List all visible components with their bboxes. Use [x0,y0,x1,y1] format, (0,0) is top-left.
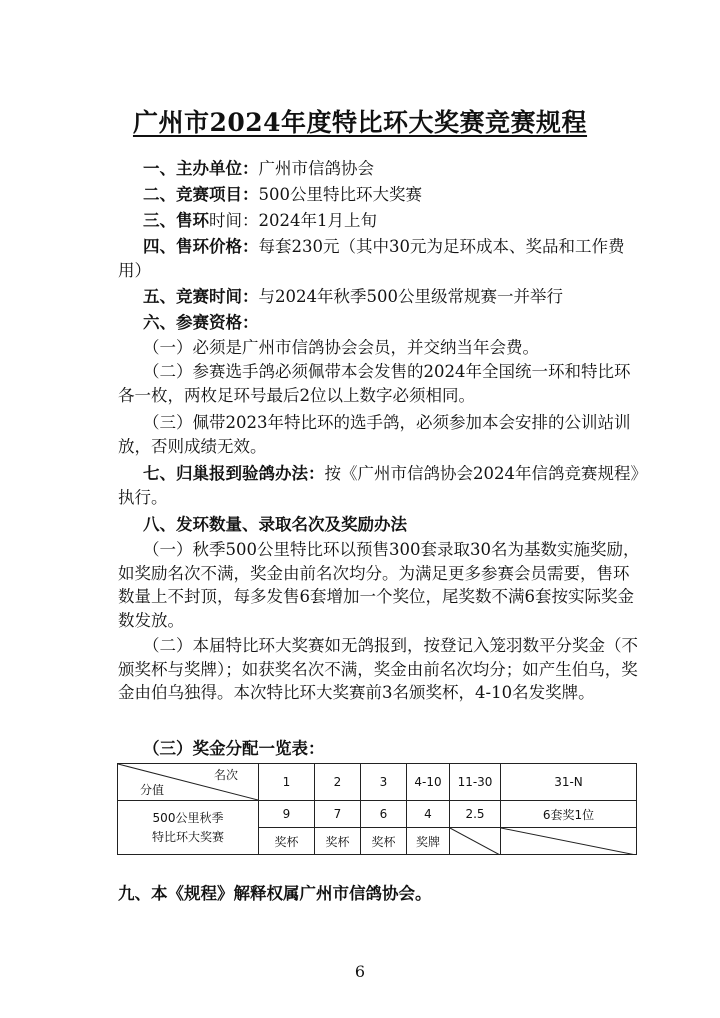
title-text: 广州市2024年度特比环大奖赛竞赛规程 [132,108,588,137]
item-8-heading: 八、发环数量、录取名次及奖励办法 [143,515,407,534]
item-6-sub-3 [118,411,643,458]
table-corner-cell [118,764,259,801]
item-5-heading: 五、竞赛时间： [143,287,259,306]
table-award-cell: 奖牌 [407,828,450,855]
table-header-cell: 31-N [501,764,637,801]
item-2 [118,183,663,207]
item-1 [118,157,663,181]
item-8-sub-1 [118,538,643,632]
table-header-cell: 2 [315,764,361,801]
item-4 [118,235,643,282]
item-8-sub-3-text: （三）奖金分配一览表： [143,739,325,758]
row-label-line-2: 特比环大奖赛 [151,829,224,844]
table-empty-cell [501,828,637,855]
item-8-sub-3 [118,737,663,761]
table-value-cell: 7 [315,801,361,828]
item-6 [118,311,663,335]
table-value-cell: 6 [361,801,407,828]
corner-score-label: 分值 [140,783,165,797]
item-7 [118,462,643,509]
diagonal-line [450,828,500,855]
diagonal-line [501,828,636,855]
item-3-text: 时间：2024年1月上旬 [209,211,377,230]
table-value-cell: 2.5 [450,801,501,828]
table-header-cell: 1 [259,764,315,801]
item-5 [118,285,663,309]
item-2-heading: 二、竞赛项目： [143,185,259,204]
item-5-text: 与2024年秋季500公里级常规赛一并举行 [258,287,563,306]
row-label-line-1: 500公里秋季 [152,810,224,825]
table-award-cell: 奖杯 [315,828,361,855]
item-8-sub-2-text: （二）本届特比环大奖赛如无鸽报到，按登记入笼羽数平分奖金（不颁奖杯与奖牌）；如获奖名次不满，奖金由前名次均分；如产生伯乌，奖金由伯乌独得。本次特比环大奖赛前3名颁奖杯，4-10名发奖牌。 [118,636,638,702]
item-1-heading: 一、主办单位： [143,159,259,178]
item-1-text: 广州市信鸽协会 [258,159,374,178]
document-title [0,103,720,139]
item-6-sub-2 [118,360,643,407]
table-header-cell: 4-10 [407,764,450,801]
item-6-sub-1-text: （一）必须是广州市信鸽协会会员，并交纳当年会费。 [143,338,539,357]
table-award-cell: 奖杯 [361,828,407,855]
table-value-cell: 6套奖1位 [501,801,637,828]
item-7-text: 按《广州市信鸽协会2024年信鸽竞赛规程》执行。 [118,464,639,507]
item-6-sub-1 [118,336,663,360]
item-9 [118,882,638,906]
item-8-sub-1-text: （一）秋季500公里特比环以预售300套录取30名为基数实施奖励，如奖励名次不满，奖金由前名次均分。为满足更多参赛会员需要，售环数量上不封顶，每多发售6套增加一个奖位，尾奖数不满6套按实际奖金数发放。 [118,540,640,630]
table-value-cell: 9 [259,801,315,828]
table-award-cell: 奖杯 [259,828,315,855]
table-value-cell: 4 [407,801,450,828]
item-3 [118,209,663,233]
item-2-text: 500公里特比环大奖赛 [258,185,422,204]
item-8-sub-2 [118,634,643,705]
corner-rank-label: 名次 [213,768,238,782]
item-9-text: 九、本《规程》解释权属广州市信鸽协会。 [118,884,432,903]
item-7-heading: 七、归巢报到验鸽办法： [143,464,325,483]
table-header-cell: 11-30 [450,764,501,801]
item-8 [118,513,663,537]
table-header-cell: 3 [361,764,407,801]
table-row-label [118,801,259,855]
item-3-heading: 三、售环 [143,211,209,230]
item-4-text: 每套230元（其中30元为足环成本、奖品和工作费用） [118,237,625,280]
prize-table [117,763,637,855]
item-6-sub-2-text: （二）参赛选手鸽必须佩带本会发售的2024年全国统一环和特比环各一枚，两枚足环号最后2位以上数字必须相同。 [118,362,631,405]
item-6-sub-3-text: （三）佩带2023年特比环的选手鸽，必须参加本会安排的公训站训放，否则成绩无效。 [118,413,631,456]
table-empty-cell [450,828,501,855]
item-6-heading: 六、参赛资格： [143,313,259,332]
table-header-row [118,764,637,801]
page-number: 6 [354,962,366,981]
table-value-row [118,801,637,828]
item-4-heading: 四、售环价格： [143,237,259,256]
